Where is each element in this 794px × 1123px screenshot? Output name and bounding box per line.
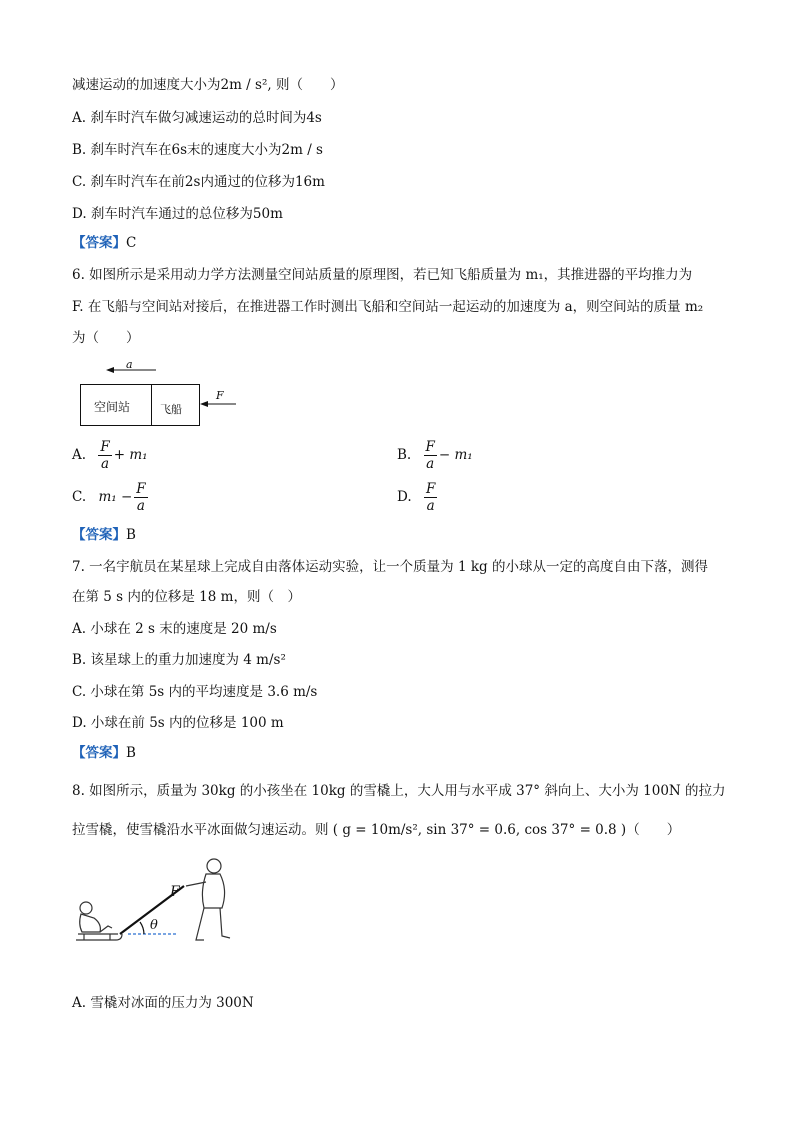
answer-value: C bbox=[126, 235, 137, 251]
numerator: F bbox=[425, 481, 436, 497]
q6-option-d bbox=[397, 481, 439, 514]
q5-option-d: D. 刹车时汽车通过的总位移为50m bbox=[72, 206, 283, 222]
accel-arrowhead bbox=[106, 367, 114, 373]
q8-stem-line1: 8. 如图所示，质量为 30kg 的小孩坐在 10kg 的雪橇上，大人用与水平成 37° 斜向上、大小为 100N 的拉力 bbox=[72, 783, 726, 799]
q5-answer bbox=[72, 234, 136, 252]
child-body-icon bbox=[80, 914, 101, 932]
q7-stem-line2: 在第 5 s 内的位移是 18 m，则（ ） bbox=[72, 589, 301, 605]
option-rest: − m₁ bbox=[438, 447, 473, 463]
q7-answer bbox=[72, 744, 136, 762]
force-label: F bbox=[170, 884, 180, 900]
fraction bbox=[98, 439, 111, 472]
q8-stem-line2: 拉雪橇，使雪橇沿水平冰面做匀速运动。则 ( g = 10m/s², sin 37° = 0.6, cos 37° = 0.8 )（ ） bbox=[72, 822, 681, 838]
accel-label: a bbox=[126, 358, 133, 371]
option-pre: m₁ − bbox=[98, 489, 133, 505]
angle-label: θ bbox=[150, 918, 158, 933]
adult-leg-icon bbox=[220, 908, 230, 938]
q7-stem-line1: 7. 一名宇航员在某星球上完成自由落体运动实验，让一个质量为 1 kg 的小球从一定的高度自由下落，测得 bbox=[72, 559, 708, 575]
q7-option-a: A. 小球在 2 s 末的速度是 20 m/s bbox=[72, 621, 277, 637]
q8-figure bbox=[72, 852, 242, 952]
q6-diagram bbox=[78, 356, 258, 430]
force-label: F bbox=[216, 389, 224, 402]
option-letter: C. bbox=[72, 489, 87, 505]
numerator: F bbox=[425, 439, 435, 455]
option-letter: D. bbox=[397, 489, 412, 505]
q5-option-b: B. 刹车时汽车在6s末的速度大小为2m / s bbox=[72, 142, 323, 158]
denominator: a bbox=[426, 456, 435, 472]
child-head-icon bbox=[80, 902, 92, 914]
q6-option-c bbox=[72, 481, 150, 514]
adult-head-icon bbox=[207, 859, 221, 873]
ship-label: 飞船 bbox=[160, 403, 182, 416]
q5-stem-tail: 减速运动的加速度大小为2m / s², 则（ ） bbox=[72, 77, 344, 93]
answer-label: 【答案】 bbox=[72, 527, 126, 543]
force-arrowhead bbox=[200, 401, 208, 407]
q7-option-c: C. 小球在第 5s 内的平均速度是 3.6 m/s bbox=[72, 684, 318, 700]
denominator: a bbox=[426, 498, 435, 514]
answer-label: 【答案】 bbox=[72, 745, 126, 761]
option-letter: B. bbox=[397, 447, 412, 463]
fraction bbox=[134, 481, 147, 514]
q6-answer bbox=[72, 526, 136, 544]
q7-option-b: B. 该星球上的重力加速度为 4 m/s² bbox=[72, 652, 286, 668]
q6-stem-line2: F. 在飞船与空间站对接后，在推进器工作时测出飞船和空间站一起运动的加速度为 a，则空间站的质量 m₂ bbox=[72, 299, 704, 315]
q6-diagram-svg bbox=[78, 356, 258, 430]
adult-leg-icon bbox=[196, 908, 204, 940]
q7-option-d: D. 小球在前 5s 内的位移是 100 m bbox=[72, 715, 284, 731]
station-label: 空间站 bbox=[94, 400, 131, 414]
denominator: a bbox=[101, 456, 110, 472]
fraction bbox=[424, 481, 437, 514]
q5-option-a: A. 刹车时汽车做匀减速运动的总时间为4s bbox=[72, 110, 322, 126]
numerator: F bbox=[136, 481, 146, 497]
q6-option-a bbox=[72, 439, 148, 472]
angle-arc-icon bbox=[140, 922, 144, 934]
denominator: a bbox=[136, 498, 145, 514]
q6-option-b bbox=[397, 439, 473, 472]
q6-stem-line1: 6. 如图所示是采用动力学方法测量空间站质量的原理图，若已知飞船质量为 m₁，其推进器的平均推力为 bbox=[72, 267, 693, 283]
option-rest: + m₁ bbox=[113, 447, 148, 463]
answer-value: B bbox=[126, 527, 136, 543]
child-leg-icon bbox=[100, 926, 112, 932]
numerator: F bbox=[100, 439, 110, 455]
q5-option-c: C. 刹车时汽车在前2s内通过的位移为16m bbox=[72, 174, 325, 190]
q8-figure-svg bbox=[72, 852, 242, 952]
answer-label: 【答案】 bbox=[72, 235, 126, 251]
fraction bbox=[424, 439, 437, 472]
adult-body-icon bbox=[202, 874, 224, 908]
q8-option-a: A. 雪橇对冰面的压力为 300N bbox=[72, 995, 254, 1011]
q6-stem-line3: 为（ ） bbox=[72, 330, 140, 346]
sled-runner-icon bbox=[76, 934, 122, 940]
answer-value: B bbox=[126, 745, 136, 761]
option-letter: A. bbox=[72, 447, 87, 463]
